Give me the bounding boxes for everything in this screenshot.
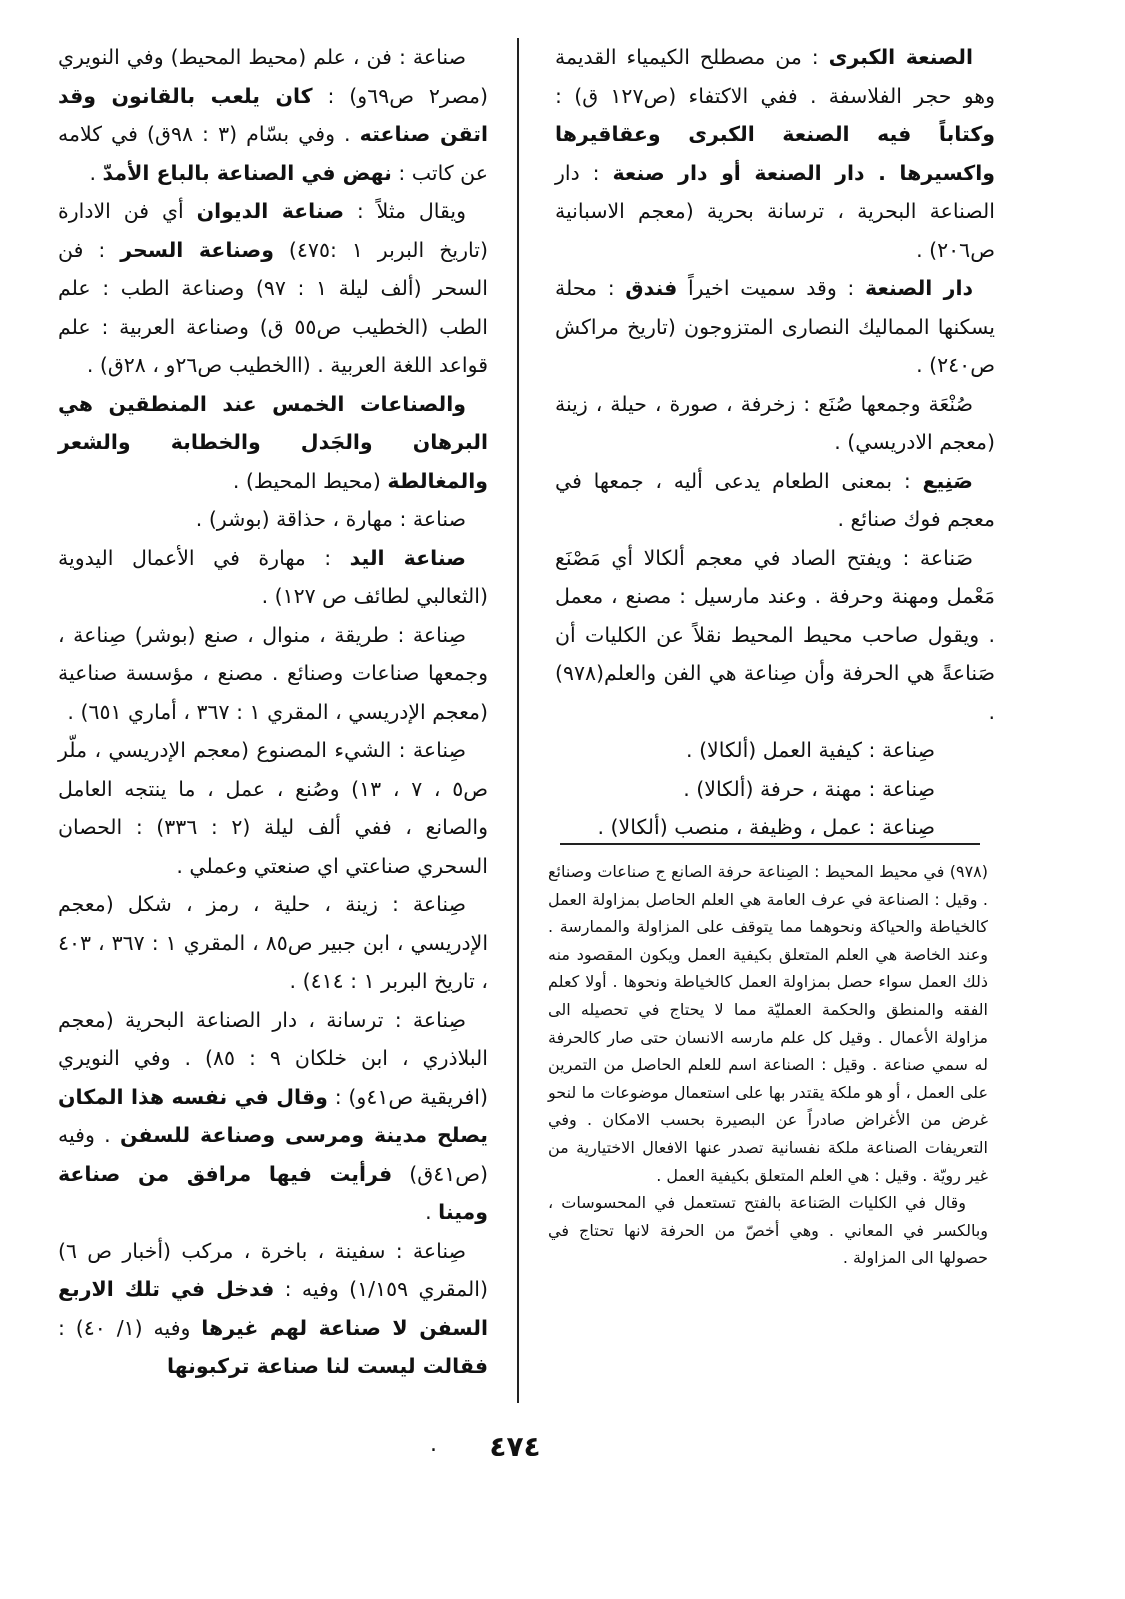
- entry-text: صِناعة : سفينة ، باخرة ، مركب (أخبار ص ٦) (المقري ١/١٥٩) وفيه :: [58, 1238, 488, 1301]
- entry-text: صُنْعَة وجمعها صُنَع : زخرفة ، صورة ، حيلة ، زينة (معجم الادريسي) .: [555, 391, 995, 454]
- entry-text: : مهارة في الأعمال اليدوية (الثعالبي لطائف ص ١٢٧) .: [58, 545, 488, 608]
- left-column: [58, 38, 488, 1386]
- entry-text: .: [89, 160, 103, 185]
- quote-text: فندق: [625, 276, 678, 300]
- entry-text: : دار الصناعة البحرية ، ترسانة بحرية (معجم الاسبانية ص٢٠٦) .: [555, 160, 995, 262]
- footnote-text: وقال في الكليات الصَناعة بالفتح تستعمل في المحسوسات ، وبالكسر في المعاني . وهي أخصّ من الحرفة لانها تحتاج في حصولها الى المزاولة .: [548, 1193, 988, 1268]
- entry-sunah: [555, 385, 995, 462]
- entry-text: (محيط المحيط) .: [232, 468, 388, 493]
- short-entry: صِناعة : عمل ، وظيفة ، منصب (ألكالا) .: [597, 815, 935, 839]
- footnote-text: (٩٧٨) في محيط المحيط : الصِناعة حرفة الصانع ج صناعات وصنائع . وقيل : الصناعة في عرف العامة هي العلم الحاصل بمزاولة العمل كالخياطة والحياكة ونحوهما مما يتوقف على المزاولة والممارسة . وعند الخاصة هي العلم المتعلق بكيفية العمل ويكون المقصود منه ذلك العمل سواء حصل بمزاولة العمل كالخياطة ونحوها . أولا كعلم الفقه والمنطق والحكمة العمليّة مما لا يحتاج في تحصيله الى مزاولة الأعمال . وقيل كل علم مارسه الانسان حتى صار كالحرفة له سمي صناعة . وقيل : الصناعة اسم للعلم الحاصل من التمرين على العمل ، أو هو ملكة يقتدر بها على استعمال موضوعات ما لنحو غرض من الأغراض صادراً عن البصيرة بحسب الامكان . وفي التعريفات الصناعة ملكة نفسانية تصدر عنها الافعال الاختيارية من غير رويّة . وقيل : هي العلم المتعلق بكيفية العمل .: [548, 862, 988, 1185]
- entry-text: صَناعة : ويفتح الصاد في معجم ألكالا أي مَصْنَع مَعْمل ومهنة وحرفة . وعند مارسيل : مصنع ، معمل . ويقول صاحب محيط المحيط نقلاً عن الكليات أن صَناعةً هي الحرفة وأن صِناعة هي الفن والعلم(٩٧٨) .: [555, 545, 995, 724]
- entry-text: وفيه (١/ ٤٠) :: [58, 1315, 202, 1340]
- entry-text: : وقد سميت اخيراً: [677, 276, 866, 300]
- entry-text: . وفيه (ص٤١ق): [58, 1123, 489, 1186]
- entry-text: .: [425, 1200, 439, 1224]
- entry-text: أي فن الادارة (تاريخ البربر ١ :٤٧٥): [58, 199, 488, 262]
- quote-text: فقالت ليست لنا صناعة تركبونها: [166, 1354, 488, 1378]
- entry-al-sanah-al-kubra: [555, 38, 995, 269]
- entry-sanaah: [555, 539, 995, 732]
- right-column: [555, 38, 995, 847]
- short-entry: صِناعة : كيفية العمل (ألكالا) .: [686, 738, 935, 762]
- quote-text: فدخل في تلك الاربع السفن لا صناعة لهم غيرها: [58, 1277, 488, 1340]
- entry-paragraph: [58, 500, 488, 539]
- entry-text: : من مصطلح الكيمياء القديمة وهو حجر الفلاسفة . ففي الاكتفاء (ص١٢٧ ق) :: [555, 45, 996, 108]
- entry-paragraph: [58, 1001, 488, 1232]
- entry-text: صناعة : فن ، علم (محيط المحيط) وفي النويري (مصر٢ ص٦٩و) :: [58, 45, 488, 108]
- page-dot: .: [430, 1432, 437, 1457]
- quote-text: صناعة اليد: [349, 545, 466, 570]
- entry-text: : فن السحر (ألف ليلة ١ : ٩٧) وصناعة الطب : علم الطب (الخطيب ص٥٥ ق) وصناعة العربية : علم قواعد اللغة العربية . (االخطيب ص٢٦و ، ٢٨ق) .: [58, 237, 488, 377]
- entry-paragraph: [58, 539, 488, 616]
- entry-sanie: [555, 462, 995, 539]
- entry-dar-al-sanah: [555, 269, 995, 385]
- entry-paragraph: [58, 38, 488, 192]
- column-divider: [517, 38, 519, 1403]
- page-number: ٤٧٤: [489, 1430, 541, 1463]
- quote-text: نهض في الصناعة بالباع الأمدّ: [102, 160, 392, 185]
- quote-text: صناعة الديوان: [196, 199, 345, 223]
- entry-paragraph: [58, 385, 488, 501]
- entry-text: : محلة يسكنها المماليك النصارى المتزوجون (تاريخ مراكش ص٢٤٠) .: [555, 276, 995, 377]
- entry-paragraph: [58, 731, 488, 885]
- quote-text: كان يلعب بالقانون وقد اتقن صناعته: [58, 83, 488, 146]
- headword: الصنعة الكبرى: [828, 45, 973, 69]
- entry-paragraph: [58, 616, 488, 732]
- entry-text: صِناعة : الشيء المصنوع (معجم الإدريسي ، ملّر ص٥ ، ٧ ، ١٣) وصُنع ، عمل ، ما ينتجه العامل والصانع ، ففي ألف ليلة (٢ : ٣٣٦) : الحصان السحري صناعتي اي صنعتي وعملي .: [58, 738, 489, 878]
- quote-text: وكتاباً فيه الصنعة الكبرى وعقاقيرها واكسيرها . دار الصنعة أو دار صنعة: [555, 122, 995, 185]
- entry-paragraph: [58, 192, 488, 385]
- entry-text: : بمعنى الطعام يدعى أليه ، جمعها في معجم فوك صنائع .: [555, 468, 995, 531]
- entry-text: صِناعة : ترسانة ، دار الصناعة البحرية (معجم البلاذري ، ابن خلكان ٩ : ٨٥) . وفي النويري (افريقية ص٤١و) :: [58, 1007, 488, 1109]
- headword: صَنِيع: [922, 468, 973, 493]
- entry-text: صِناعة : زينة ، حلية ، رمز ، شكل (معجم الإدريسي ، ابن جبير ص٨٥ ، المقري ١ : ٣٦٧ ، ٤٠٣ ، تاريخ البربر ١ : ٤١٤) .: [58, 892, 489, 993]
- short-entry: صِناعة : مهنة ، حرفة (ألكالا) .: [683, 776, 935, 801]
- entry-paragraph: [58, 885, 488, 1001]
- quote-text: وقال في نفسه هذا المكان يصلح مدينة ومرسى وصناعة للسفن: [58, 1084, 488, 1147]
- entry-text: صِناعة : طريقة ، منوال ، صنع (بوشر) صِناعة ، وجمعها صناعات وصنائع . مصنع ، مؤسسة صناعية (معجم الإدريسي ، المقري ١ : ٣٦٧ ، أماري ٦٥١) .: [58, 622, 488, 724]
- entry-paragraph: [58, 1232, 488, 1386]
- entry-text: . وفي بسّام (٣ : ٩٨ق) في كلامه عن كاتب :: [58, 122, 488, 185]
- quote-text: وصناعة السحر: [120, 237, 274, 262]
- footnote-block: [548, 858, 988, 1272]
- entry-text: ويقال مثلاً :: [344, 199, 467, 223]
- headword: دار الصنعة: [865, 276, 973, 300]
- quote-text: فرأيت فيها مرافق من صناعة ومينا: [58, 1161, 488, 1224]
- footnote-rule: [560, 843, 980, 845]
- entry-text: صناعة : مهارة ، حذاقة (بوشر) .: [195, 507, 466, 531]
- quote-text: والصناعات الخمس عند المنطقين هي البرهان والجَدل والخطابة والشعر والمغالطة: [58, 391, 488, 493]
